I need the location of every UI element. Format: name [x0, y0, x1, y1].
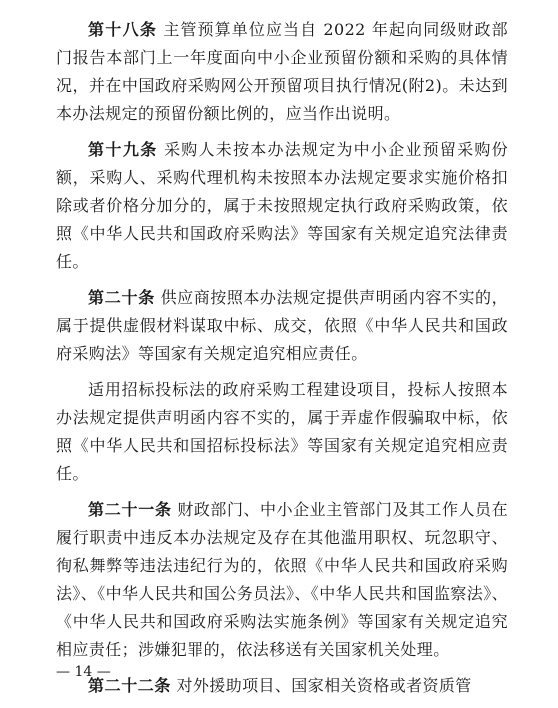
article-21-heading: 第二十一条 [88, 500, 172, 519]
article-20-heading: 第二十条 [88, 288, 155, 307]
article-18 [56, 16, 508, 128]
article-22-heading: 第二十二条 [88, 676, 172, 695]
page-number: — 14 — [56, 664, 111, 680]
article-20-paragraph-2 [56, 376, 508, 488]
article-18-body: 主管预算单位应当自 2022 年起向同级财政部门报告本部门上一年度面向中小企业预留份额和采购的具体情况，并在中国政府采购网公开预留项目执行情况(附2)。未达到本办法规定的预留份额比例的，应当作出说明。 [56, 20, 508, 123]
article-18-heading: 第十八条 [88, 20, 158, 39]
article-21-body: 财政部门、中小企业主管部门及其工作人员在履行职责中违反本办法规定及存在其他滥用职权、玩忽职守、徇私舞弊等违法违纪行为的，依照《中华人民共和国政府采购法》、《中华人民共和国公务员法》、《中华人民共和国监察法》、《中华人民共和国政府采购法实施条例》等国家有关规定追究相应责任；涉嫌犯罪的，依法移送有关国家机关处理。 [56, 500, 509, 659]
article-22 [56, 672, 508, 700]
article-20 [56, 284, 508, 368]
article-text [56, 16, 508, 708]
article-19-heading: 第十九条 [88, 140, 158, 159]
article-20-body: 供应商按照本办法规定提供声明函内容不实的，属于提供虚假材料谋取中标、成交，依照《中华人民共和国政府采购法》等国家有关规定追究相应责任。 [56, 288, 508, 363]
article-22-body: 对外援助项目、国家相关资格或者资质管 [171, 676, 472, 695]
article-19 [56, 136, 508, 276]
article-21 [56, 496, 508, 664]
article-19-body: 采购人未按本办法规定为中小企业预留采购份额，采购人、采购代理机构未按照本办法规定要求实施价格扣除或者价格分加分的，属于未按照规定执行政府采购政策，依照《中华人民共和国政府采购法》等国家有关规定追究法律责任。 [56, 140, 508, 271]
article-20-paragraph-2-body: 适用招标投标法的政府采购工程建设项目，投标人按照本办法规定提供声明函内容不实的，属于弄虚作假骗取中标，依照《中华人民共和国招标投标法》等国家有关规定追究相应责任。 [56, 380, 508, 483]
